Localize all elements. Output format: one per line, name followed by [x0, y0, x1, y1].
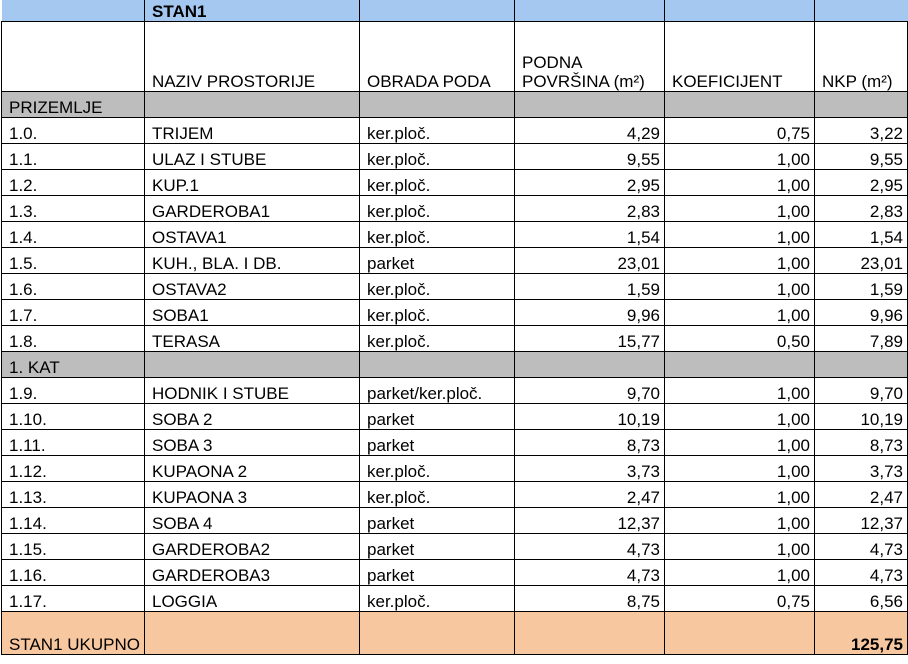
floor-finish: ker.ploč.	[360, 456, 515, 482]
coefficient: 1,00	[665, 300, 815, 326]
total-label: STAN1 UKUPNO	[2, 612, 145, 655]
table-row	[2, 508, 908, 534]
room-no: 1.15.	[2, 534, 145, 560]
floor-finish: ker.ploč.	[360, 144, 515, 170]
coefficient: 1,00	[665, 430, 815, 456]
header-nkp: NKP (m²)	[815, 22, 908, 92]
table-row	[2, 300, 908, 326]
table-row	[2, 144, 908, 170]
nkp-value: 1,59	[815, 274, 908, 300]
coefficient: 1,00	[665, 144, 815, 170]
title-spacer-cell	[515, 0, 665, 22]
nkp-value: 9,96	[815, 300, 908, 326]
nkp-value: 1,54	[815, 222, 908, 248]
floor-area: 10,19	[515, 404, 665, 430]
nkp-value: 7,89	[815, 326, 908, 352]
nkp-value: 2,83	[815, 196, 908, 222]
floor-area: 2,95	[515, 170, 665, 196]
floor-finish: parket/ker.ploč.	[360, 378, 515, 404]
coefficient: 1,00	[665, 378, 815, 404]
table-row	[2, 222, 908, 248]
floor-area: 1,59	[515, 274, 665, 300]
room-name: KUH., BLA. I DB.	[145, 248, 360, 274]
nkp-value: 12,37	[815, 508, 908, 534]
floor-area: 4,29	[515, 118, 665, 144]
room-no: 1.10.	[2, 404, 145, 430]
floor-finish: parket	[360, 560, 515, 586]
room-no: 1.2.	[2, 170, 145, 196]
room-name: SOBA 2	[145, 404, 360, 430]
coefficient: 1,00	[665, 560, 815, 586]
header-no	[2, 22, 145, 92]
total-nkp: 125,75	[815, 612, 908, 655]
room-name: SOBA1	[145, 300, 360, 326]
floor-area: 9,96	[515, 300, 665, 326]
nkp-value: 8,73	[815, 430, 908, 456]
room-no: 1.16.	[2, 560, 145, 586]
header-row	[2, 22, 908, 92]
room-no: 1.1.	[2, 144, 145, 170]
floor-area: 15,77	[515, 326, 665, 352]
section-row-ground-floor	[2, 92, 908, 118]
floor-finish: parket	[360, 508, 515, 534]
floor-finish: ker.ploč.	[360, 274, 515, 300]
room-name: OSTAVA2	[145, 274, 360, 300]
table-row	[2, 586, 908, 612]
floor-finish: ker.ploč.	[360, 222, 515, 248]
coefficient: 1,00	[665, 404, 815, 430]
table-row	[2, 560, 908, 586]
nkp-value: 9,70	[815, 378, 908, 404]
header-coefficient: KOEFICIJENT	[665, 22, 815, 92]
title-spacer-cell	[360, 0, 515, 22]
floor-area: 2,47	[515, 482, 665, 508]
floor-finish: ker.ploč.	[360, 300, 515, 326]
table-row	[2, 456, 908, 482]
coefficient: 1,00	[665, 482, 815, 508]
table-row	[2, 534, 908, 560]
floor-finish: ker.ploč.	[360, 118, 515, 144]
floor-finish: ker.ploč.	[360, 586, 515, 612]
coefficient: 1,00	[665, 534, 815, 560]
room-name: ULAZ I STUBE	[145, 144, 360, 170]
room-no: 1.14.	[2, 508, 145, 534]
room-name: GARDEROBA3	[145, 560, 360, 586]
table-row	[2, 196, 908, 222]
floor-finish: parket	[360, 248, 515, 274]
header-floor-finish: OBRADA PODA	[360, 22, 515, 92]
room-name: SOBA 3	[145, 430, 360, 456]
room-no: 1.5.	[2, 248, 145, 274]
room-no: 1.7.	[2, 300, 145, 326]
coefficient: 1,00	[665, 508, 815, 534]
coefficient: 1,00	[665, 170, 815, 196]
nkp-value: 3,22	[815, 118, 908, 144]
room-no: 1.3.	[2, 196, 145, 222]
floor-area: 4,73	[515, 534, 665, 560]
table-row	[2, 274, 908, 300]
floor-area: 12,37	[515, 508, 665, 534]
room-name: LOGGIA	[145, 586, 360, 612]
floor-finish: parket	[360, 404, 515, 430]
floor-area: 23,01	[515, 248, 665, 274]
room-no: 1.12.	[2, 456, 145, 482]
table-row	[2, 118, 908, 144]
room-name: TRIJEM	[145, 118, 360, 144]
nkp-value: 4,73	[815, 534, 908, 560]
nkp-value: 9,55	[815, 144, 908, 170]
room-name: HODNIK I STUBE	[145, 378, 360, 404]
room-name: KUPAONA 3	[145, 482, 360, 508]
floor-area: 9,55	[515, 144, 665, 170]
title-spacer-cell	[815, 0, 908, 22]
room-no: 1.13.	[2, 482, 145, 508]
title-row	[2, 0, 908, 22]
room-name: KUPAONA 2	[145, 456, 360, 482]
nkp-value: 2,95	[815, 170, 908, 196]
nkp-value: 4,73	[815, 560, 908, 586]
room-no: 1.8.	[2, 326, 145, 352]
coefficient: 1,00	[665, 196, 815, 222]
room-area-table	[1, 0, 908, 655]
floor-area: 8,73	[515, 430, 665, 456]
floor-finish: ker.ploč.	[360, 196, 515, 222]
room-name: KUP.1	[145, 170, 360, 196]
header-room-name: NAZIV PROSTORIJE	[145, 22, 360, 92]
coefficient: 0,50	[665, 326, 815, 352]
room-no: 1.0.	[2, 118, 145, 144]
nkp-value: 10,19	[815, 404, 908, 430]
floor-area: 1,54	[515, 222, 665, 248]
floor-area: 2,83	[515, 196, 665, 222]
room-name: SOBA 4	[145, 508, 360, 534]
floor-area: 8,75	[515, 586, 665, 612]
room-no: 1.6.	[2, 274, 145, 300]
section-label: 1. KAT	[2, 352, 145, 378]
room-no: 1.11.	[2, 430, 145, 456]
floor-finish: ker.ploč.	[360, 482, 515, 508]
floor-area: 3,73	[515, 456, 665, 482]
room-no: 1.4.	[2, 222, 145, 248]
table-row	[2, 248, 908, 274]
nkp-value: 2,47	[815, 482, 908, 508]
coefficient: 1,00	[665, 456, 815, 482]
table-row	[2, 404, 908, 430]
coefficient: 1,00	[665, 274, 815, 300]
table-title: STAN1	[145, 0, 360, 22]
floor-area: 4,73	[515, 560, 665, 586]
room-no: 1.9.	[2, 378, 145, 404]
nkp-value: 3,73	[815, 456, 908, 482]
nkp-value: 23,01	[815, 248, 908, 274]
table-row	[2, 170, 908, 196]
floor-area: 9,70	[515, 378, 665, 404]
title-spacer-cell	[665, 0, 815, 22]
table-row	[2, 482, 908, 508]
coefficient: 1,00	[665, 248, 815, 274]
table-row	[2, 326, 908, 352]
nkp-value: 6,56	[815, 586, 908, 612]
section-label: PRIZEMLJE	[2, 92, 145, 118]
floor-finish: ker.ploč.	[360, 170, 515, 196]
coefficient: 0,75	[665, 586, 815, 612]
total-row	[2, 612, 908, 655]
floor-finish: ker.ploč.	[360, 326, 515, 352]
room-name: GARDEROBA2	[145, 534, 360, 560]
coefficient: 0,75	[665, 118, 815, 144]
coefficient: 1,00	[665, 222, 815, 248]
section-row-first-floor	[2, 352, 908, 378]
header-floor-area: PODNA POVRŠINA (m²)	[515, 22, 665, 92]
floor-finish: parket	[360, 534, 515, 560]
floor-finish: parket	[360, 430, 515, 456]
title-spacer-cell	[2, 0, 145, 22]
table-row	[2, 378, 908, 404]
table-row	[2, 430, 908, 456]
room-name: OSTAVA1	[145, 222, 360, 248]
room-name: TERASA	[145, 326, 360, 352]
room-no: 1.17.	[2, 586, 145, 612]
room-name: GARDEROBA1	[145, 196, 360, 222]
